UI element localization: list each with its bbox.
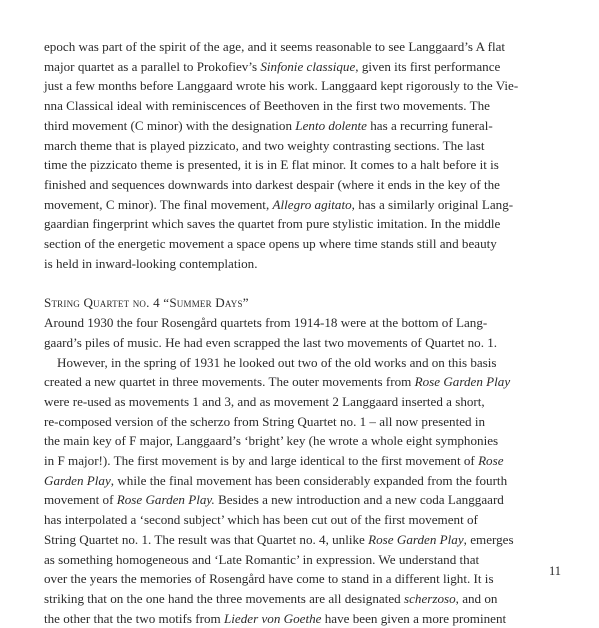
text-line: march theme that is played pizzicato, and two weighty contrasting sections. The last — [44, 137, 485, 153]
text-line: striking that on the one hand the three movements are all designated scherzoso, and on — [44, 590, 498, 606]
text-line: major quartet as a parallel to Prokofiev’s Sinfonie classique, given its first performance — [44, 58, 501, 74]
text-line: in F major!). The first movement is by and large identical to the first movement of Rose — [44, 453, 504, 469]
text-line: String Quartet no. 1. The result was that Quartet no. 4, unlike Rose Garden Play, emerges — [44, 531, 514, 547]
text-line: as something homogeneous and ‘Late Romantic’ in expression. We understand that — [44, 551, 480, 567]
text-line: movement, C minor). The final movement, Allegro agitato, has a similarly original Lang- — [44, 196, 514, 212]
document-page — [44, 37, 561, 628]
text-line: has interpolated a ‘second subject’ which has been cut out of the first movement of — [44, 512, 478, 528]
text-line: Around 1930 the four Rosengård quartets from 1914-18 were at the bottom of Lang- — [44, 315, 488, 331]
page-number: 11 — [548, 564, 561, 578]
text-line: the other that the two motifs from Lieder von Goethe have been given a more prominent — [44, 610, 507, 626]
text-line: However, in the spring of 1931 he looked out two of the old works and on this basis — [57, 354, 497, 370]
text-line: created a new quartet in three movements. The outer movements from Rose Garden Play — [44, 374, 511, 390]
text-line: finished and sequences downwards into darkest despair (where it ends in the key of the — [44, 176, 500, 192]
text-line: re-composed version of the scherzo from String Quartet no. 1 – all now presented in — [44, 413, 486, 429]
text-line: the main key of F major, Langgaard’s ‘bright’ key (he wrote a whole eight symphonies — [44, 433, 499, 449]
text-line: movement of Rose Garden Play. Besides a new introduction and a new coda Langgaard — [44, 492, 504, 508]
text-line: section of the energetic movement a space opens up where time stands still and beauty — [44, 236, 497, 252]
text-line: over the years the memories of Rosengård have come to stand in a different light. It is — [44, 571, 494, 587]
paragraph-spring-1931 — [44, 353, 561, 628]
paragraph-around-1930 — [44, 313, 561, 352]
text-line: gaard’s piles of music. He had even scrapped the last two movements of Quartet no. 1. — [44, 334, 498, 350]
text-line: is held in inward-looking contemplation. — [44, 255, 258, 271]
text-line: epoch was part of the spirit of the age, and it seems reasonable to see Langgaard’s A flat — [44, 39, 506, 54]
section-heading: String Quartet no. 4 “Summer Days” — [44, 295, 249, 311]
paragraph-intro — [44, 37, 561, 273]
text-line: gaardian fingerprint which saves the quartet from pure stylistic imitation. In the middle — [44, 216, 501, 232]
text-line: time the pizzicato theme is presented, it is in E flat minor. It comes to a halt before it is — [44, 157, 499, 173]
text-line: were re-used as movements 1 and 3, and as movement 2 Langgaard inserted a short, — [44, 393, 485, 409]
text-line: Garden Play, while the final movement has been considerably expanded from the fourth — [44, 472, 508, 488]
text-line: just a few months before Langgaard wrote his work. Langgaard kept rigorously to the Vie- — [44, 78, 519, 94]
text-line: nna Classical ideal with reminiscences of Beethoven in the first two movements. The — [44, 98, 490, 114]
text-line: third movement (C minor) with the designation Lento dolente has a recurring funeral- — [44, 117, 493, 133]
